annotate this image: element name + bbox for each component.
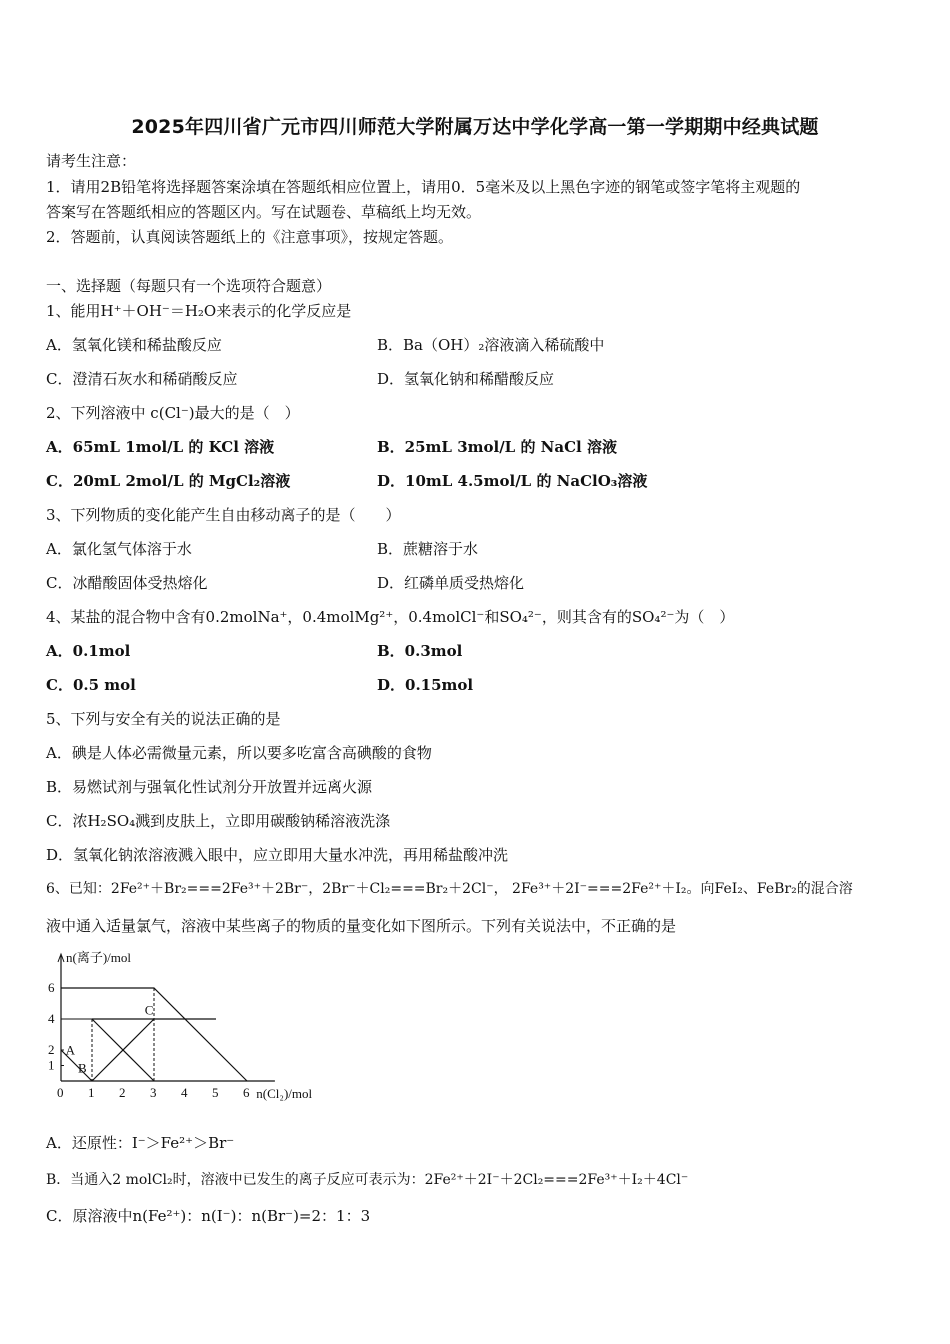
y-tick-label: 2 [48, 1042, 55, 1057]
q5-option-d: D．氢氧化钠浓溶液溅入眼中，应立即用大量水冲洗，再用稀盐酸冲洗 [46, 846, 509, 864]
annotation-a: A [65, 1042, 76, 1058]
annotation-c: C [144, 1002, 154, 1018]
q1-option-b: B．Ba（OH）₂溶液滴入稀硫酸中 [377, 336, 605, 354]
q4-option-a: A．0.1mol [46, 642, 131, 660]
q6-option-a: A．还原性：I⁻＞Fe²⁺＞Br⁻ [46, 1134, 235, 1152]
notice-item-1-cont: 答案写在答题纸相应的答题区内。写在试题卷、草稿纸上均无效。 [46, 203, 482, 221]
q2-option-d: D．10mL 4.5mol/L 的 NaClO₃溶液 [377, 472, 648, 490]
x-tick-label: 4 [181, 1085, 188, 1100]
q4-option-d: D．0.15mol [377, 676, 474, 694]
q2-option-b: B．25mL 3mol/L 的 NaCl 溶液 [377, 438, 617, 456]
x-tick-label: 3 [150, 1085, 157, 1100]
q5-option-a: A．碘是人体必需微量元素，所以要多吃富含高碘酸的食物 [46, 744, 432, 762]
notice-item-2: 2．答题前，认真阅读答题纸上的《注意事项》，按规定答题。 [46, 228, 454, 246]
q6-stem-cont: 液中通入适量氯气，溶液中某些离子的物质的量变化如下图所示。下列有关说法中，不正确的是 [46, 917, 677, 935]
x-tick-label: 0 [57, 1085, 64, 1100]
q5-stem: 5、下列与安全有关的说法正确的是 [46, 710, 281, 728]
section-heading: 一、选择题（每题只有一个选项符合题意） [46, 277, 332, 295]
q5-option-b: B．易燃试剂与强氧化性试剂分开放置并远离火源 [46, 778, 373, 796]
q1-option-c: C．澄清石灰水和稀硝酸反应 [46, 370, 238, 388]
q3-option-c: C．冰醋酸固体受热熔化 [46, 574, 208, 592]
y-axis-label: n(离子)/mol [66, 950, 131, 965]
q3-stem: 3、下列物质的变化能产生自由移动离子的是（ ） [46, 506, 401, 524]
y-tick-label: 6 [48, 980, 55, 995]
annotation-b: B [78, 1060, 87, 1076]
q1-option-a: A．氢氧化镁和稀盐酸反应 [46, 336, 222, 354]
x-tick-label: 2 [119, 1085, 126, 1100]
x-tick-label: 6 [243, 1085, 250, 1100]
q3-option-a: A．氯化氢气体溶于水 [46, 540, 192, 558]
x-tick-label: 1 [88, 1085, 95, 1100]
q4-option-b: B．0.3mol [377, 642, 463, 660]
q3-option-d: D．红磷单质受热熔化 [377, 574, 525, 592]
q5-option-c: C．浓H₂SO₄溅到皮肤上，立即用碳酸钠稀溶液洗涤 [46, 812, 391, 830]
x-axis-label: n(Cl₂)/mol [256, 1086, 313, 1101]
y-tick-label: 1 [48, 1057, 55, 1073]
q3-option-b: B．蔗糖溶于水 [377, 540, 479, 558]
y-tick-label: 4 [48, 1011, 55, 1026]
ion-amount-chart [44, 948, 344, 1108]
notice-item-1: 1．请用2B铅笔将选择题答案涂填在答题纸相应位置上，请用0．5毫米及以上黑色字迹的钢笔或签字笔将主观题的 [46, 178, 801, 196]
q2-stem: 2、下列溶液中 c(Cl⁻)最大的是（ ） [46, 404, 300, 422]
q4-option-c: C．0.5 mol [46, 676, 136, 694]
q4-stem: 4、某盐的混合物中含有0.2molNa⁺，0.4molMg²⁺，0.4molCl⁻和SO₄²⁻，则其含有的SO₄²⁻为（ ） [46, 608, 735, 626]
q1-option-d: D．氢氧化钠和稀醋酸反应 [377, 370, 555, 388]
q1-stem: 1、能用H⁺＋OH⁻＝H₂O来表示的化学反应是 [46, 302, 352, 320]
notice-heading: 请考生注意： [46, 152, 137, 170]
x-tick-label: 5 [212, 1085, 219, 1100]
page-title: 2025年四川省广元市四川师范大学附属万达中学化学高一第一学期期中经典试题 [131, 116, 819, 138]
q6-stem: 6、已知：2Fe²⁺＋Br₂===2Fe³⁺＋2Br⁻，2Br⁻＋Cl₂===Br₂＋2Cl⁻， 2Fe³⁺＋2I⁻===2Fe²⁺＋I₂。向FeI₂、FeBr₂的混合溶 [46, 881, 853, 897]
q6-option-b: B．当通入2 molCl₂时，溶液中已发生的离子反应可表示为：2Fe²⁺＋2I⁻＋2Cl₂===2Fe³⁺＋I₂＋4Cl⁻ [46, 1172, 689, 1188]
q2-option-a: A．65mL 1mol/L 的 KCl 溶液 [46, 438, 275, 456]
q6-option-c: C．原溶液中n(Fe²⁺)：n(I⁻)：n(Br⁻)=2：1：3 [46, 1207, 371, 1225]
q2-option-c: C．20mL 2mol/L 的 MgCl₂溶液 [46, 472, 291, 490]
